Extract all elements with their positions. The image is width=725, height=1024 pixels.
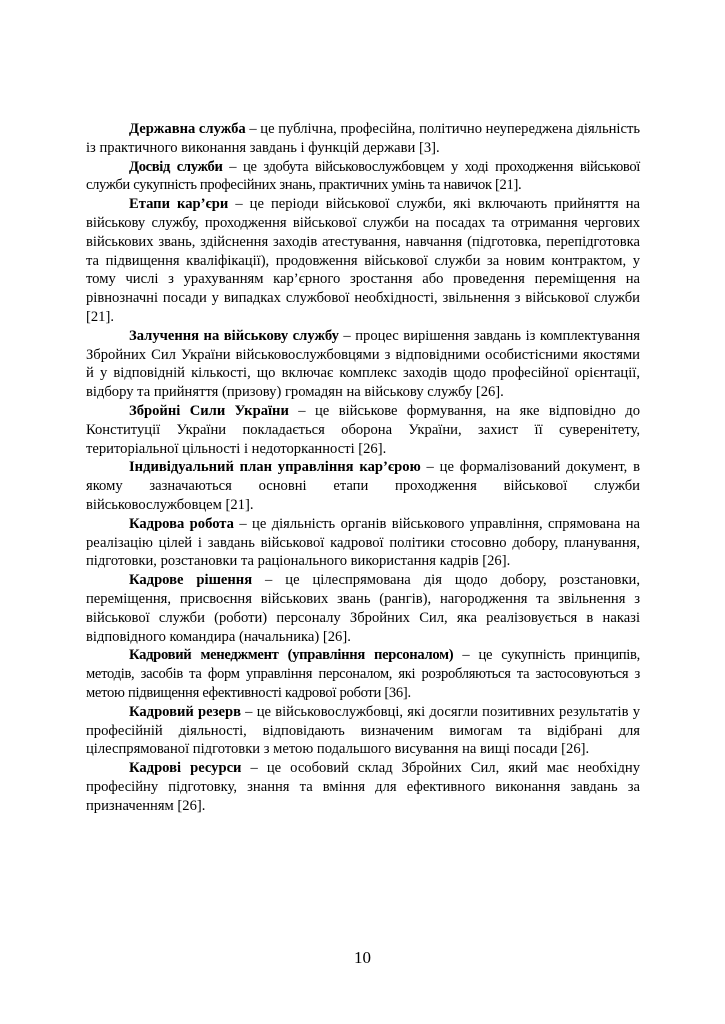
page-number: 10 [354,948,371,967]
glossary-entry [86,646,640,702]
glossary-definition: – це публічна, професійна, політично неупереджена діяльність із практичного виконання завдань і функцій держави [3]. [86,121,640,156]
glossary-definition: – процес вирішення завдань із комплектування Збройних Сил України військовослужбовцями з відповідними особистісними якостями й у відповідній кількості, що включає комплекс заходів щодо професійної орієнтації, відбору та прийняття (призову) громадян на військову службу [26]. [86,327,640,401]
glossary-term: Кадрова робота [129,515,234,532]
glossary-definition: – це здобута військовослужбовцем у ході проходження військової служби сукупність професійних знань, практичних умінь та навичок [21]. [86,158,640,194]
glossary-term: Державна служба [129,121,246,137]
glossary-definition: – це формалізований документ, в якому зазначаються основні етапи проходження військової служби військовослужбовцем [21]. [86,459,640,513]
glossary-entry [86,571,640,646]
glossary-entry [86,158,640,196]
glossary-entry [86,120,640,158]
glossary-term: Індивідуальний план управління кар’єрою [129,459,421,476]
glossary-term: Етапи кар’єри [129,196,229,213]
glossary-term: Кадрові ресурси [129,760,242,777]
glossary-term: Залучення на військову службу [129,327,339,344]
glossary-entry [86,327,640,402]
glossary-entry [86,402,640,458]
glossary-term: Кадрове рішення [129,572,253,589]
glossary-body [86,120,640,815]
glossary-entry [86,458,640,514]
glossary-definition: – це цілеспрямована дія щодо добору, розстановки, переміщення, присвоєння військових звань (рангів), нагородження та звільнення з військової служби (роботи) персоналу Збройних Сил, яка реалізовується в наказі відповідного командира (начальника) [26]. [86,572,640,645]
glossary-term: Кадровий резерв [129,703,241,720]
glossary-term: Кадровий менеджмент (управління персоналом) [129,647,454,664]
glossary-definition: – це особовий склад Збройних Сил, який має необхідну професійну підготовку, знання та вміння для ефективного виконання завдань за призначенням [26]. [86,760,640,814]
glossary-definition: – це сукупність принципів, методів, засобів та форм управління персоналом, які розробляються та застосовуються з метою підвищення ефективності кадрової роботи [36]. [86,647,640,701]
glossary-definition: – це військове формування, на яке відповідно до Конституції України покладається оборона України, захист її суверенітету, територіальної цільності і недоторканності [26]. [86,402,640,457]
glossary-entry [86,195,640,327]
glossary-entry [86,515,640,571]
glossary-entry [86,759,640,815]
glossary-definition: – це військовослужбовці, які досягли позитивних результатів у професійній діяльності, відповідають визначеним вимогам та відібрані для цілеспрямованої підготовки з метою подальшого висування на вищі посади [26]. [86,703,640,758]
glossary-definition: – це діяльність органів військового управління, спрямована на реалізацію цілей і завдань військової кадрової політики стосовно добору, планування, підготовки, розстановки та раціонального використання кадрів [26]. [86,515,640,570]
glossary-entry [86,703,640,759]
glossary-term: Досвід служби [129,158,223,175]
glossary-definition: – це періоди військової служби, які включають прийняття на військову службу, проходження військової служби на посадах та отримання чергових військових звань, здійснення заходів атестування, навчання (підготовка, перепідготовка та підвищення кваліфікації), продовження військової служби за новим контрактом, у тому числі з урахуванням кар’єрного зростання або проведення переміщення на рівнозначні посади у випадках службової необхідності, звільнення з військової служби [21]. [86,196,640,325]
glossary-term: Збройні Сили України [129,402,289,419]
